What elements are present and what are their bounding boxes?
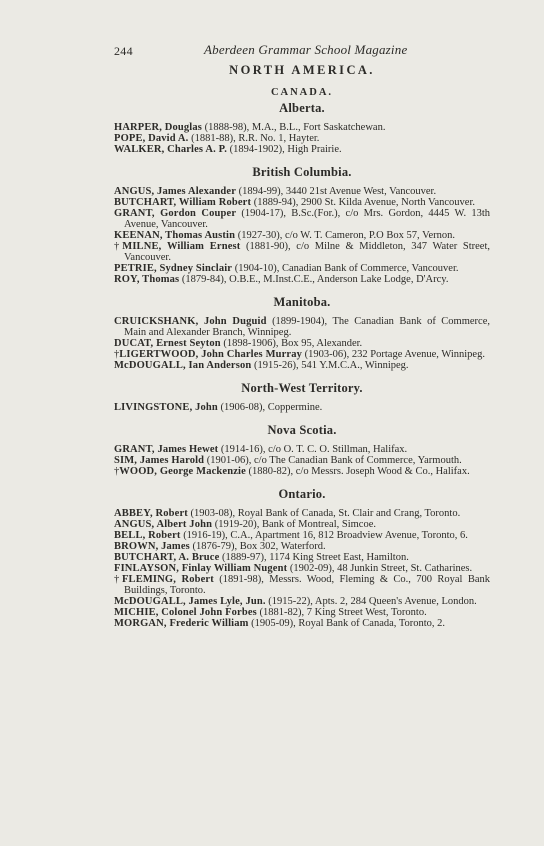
entry-name: ROY, Thomas: [114, 274, 180, 285]
entry-details: (1904-17), B.Sc.(For.), c/o Mrs. Gordon, 4445 W. 13th Avenue, Vancouver.: [124, 208, 490, 230]
entry-name: SIM, James Harold: [114, 455, 205, 466]
directory-entry: [114, 596, 490, 607]
directory-entry: [114, 186, 490, 197]
entry-list: [114, 508, 490, 629]
entry-name: WALKER, Charles A. P.: [114, 144, 228, 155]
entry-details: (1903-08), Royal Bank of Canada, St. Clair and Crang, Toronto.: [187, 508, 461, 519]
region-heading: British Columbia.: [252, 165, 352, 179]
entry-details: (1891-98), Messrs. Wood, Fleming & Co., 700 Royal Bank Buildings, Toronto.: [124, 574, 490, 596]
entry-details: (1879-84), O.B.E., M.Inst.C.E., Anderson Lake Lodge, D'Arcy.: [179, 274, 449, 285]
region-heading: Alberta.: [279, 101, 325, 115]
entry-list: [114, 444, 490, 477]
directory-entry: [114, 563, 490, 574]
entry-name: McDOUGALL, James Lyle, Jun.: [114, 596, 266, 607]
deceased-dagger-mark: †: [114, 349, 120, 360]
entry-details: (1906-08), Coppermine.: [217, 402, 323, 413]
directory-entry: [114, 197, 490, 208]
entry-name: DUCAT, Ernest Seyton: [114, 338, 221, 349]
entry-details: (1881-90), c/o Milne & Middleton, 347 Water Street, Vancouver.: [124, 241, 491, 263]
directory-entry: [114, 466, 490, 477]
region-heading: Nova Scotia.: [267, 423, 337, 437]
directory-entry: [114, 552, 490, 563]
entry-details: (1903-06), 232 Portage Avenue, Winnipeg.: [302, 349, 485, 360]
entry-list: [114, 122, 490, 155]
entry-name: MICHIE, Colonel John Forbes: [114, 607, 257, 618]
entry-name: MILNE, William Ernest: [122, 241, 241, 252]
directory-sections: [114, 101, 490, 629]
entry-name: LIGERTWOOD, John Charles Murray: [119, 349, 303, 360]
entry-details: (1889-94), 2900 St. Kilda Avenue, North Vancouver.: [251, 197, 475, 208]
directory-entry: [114, 607, 490, 618]
directory-entry: [114, 508, 490, 519]
entry-details: (1888-98), M.A., B.L., Fort Saskatchewan.: [202, 122, 386, 133]
entry-name: POPE, David A.: [114, 133, 189, 144]
entry-name: BUTCHART, A. Bruce: [114, 552, 220, 563]
entry-details: (1914-16), c/o O. T. C. O. Stillman, Halifax.: [218, 444, 408, 455]
entry-details: (1898-1906), Box 95, Alexander.: [220, 338, 363, 349]
directory-entry: [114, 618, 490, 629]
entry-name: BROWN, James: [114, 541, 190, 552]
entry-details: (1876-79), Box 302, Waterford.: [189, 541, 326, 552]
region-heading: North-West Territory.: [241, 381, 363, 395]
region-heading: Manitoba.: [273, 295, 331, 309]
entry-list: [114, 402, 490, 413]
country-heading: CANADA.: [270, 87, 334, 98]
entry-details: (1881-88), R.R. No. 1, Hayter.: [188, 133, 320, 144]
entry-details: (1904-10), Canadian Bank of Commerce, Vancouver.: [232, 263, 459, 274]
entry-details: (1905-09), Royal Bank of Canada, Toronto, 2.: [248, 618, 446, 629]
directory-entry: [114, 263, 490, 274]
entry-name: ANGUS, Albert John: [114, 519, 213, 530]
entry-name: BUTCHART, William Robert: [114, 197, 252, 208]
directory-entry: [114, 402, 490, 413]
entry-name: GRANT, James Hewet: [114, 444, 219, 455]
entry-details: (1889-97), 1174 King Street East, Hamilton.: [219, 552, 409, 563]
entry-name: FINLAYSON, Finlay William Nugent: [114, 563, 288, 574]
region-heading: Ontario.: [278, 487, 326, 501]
directory-entry: [114, 133, 490, 144]
directory-entry: [114, 338, 490, 349]
directory-entry: [114, 530, 490, 541]
entry-details: (1880-82), c/o Messrs. Joseph Wood & Co., Halifax.: [245, 466, 470, 477]
journal-title: Aberdeen Grammar School Magazine: [204, 42, 408, 57]
directory-entry: [114, 360, 490, 371]
directory-entry: [114, 455, 490, 466]
entry-details: (1902-09), 48 Junkin Street, St. Catharines.: [287, 563, 473, 574]
directory-entry: [114, 230, 490, 241]
entry-details: (1915-22), Apts. 2, 284 Queen's Avenue, London.: [265, 596, 477, 607]
directory-entry: [114, 316, 490, 338]
entry-name: KEENAN, Thomas Austin: [114, 230, 236, 241]
entry-name: CRUICKSHANK, John Duguid: [114, 316, 267, 327]
directory-entry: [114, 349, 490, 360]
page-number: 244: [114, 44, 133, 58]
directory-entry: [114, 208, 490, 230]
entry-name: ANGUS, James Alexander: [114, 186, 237, 197]
directory-entry: [114, 241, 490, 263]
directory-entry: [114, 274, 490, 285]
entry-name: HARPER, Douglas: [114, 122, 203, 133]
directory-entry: [114, 574, 490, 596]
entry-name: LIVINGSTONE, John: [114, 402, 218, 413]
deceased-dagger-mark: †: [114, 466, 120, 477]
entry-details: (1927-30), c/o W. T. Cameron, P.O Box 57, Vernon.: [235, 230, 456, 241]
entry-list: [114, 316, 490, 371]
entry-name: BELL, Robert: [114, 530, 181, 541]
entry-details: (1901-06), c/o The Canadian Bank of Commerce, Yarmouth.: [204, 455, 462, 466]
deceased-dagger-mark: †: [114, 241, 123, 252]
entry-details: (1919-20), Bank of Montreal, Simcoe.: [212, 519, 376, 530]
entry-details: (1894-1902), High Prairie.: [227, 144, 342, 155]
entry-name: McDOUGALL, Ian Anderson: [114, 360, 252, 371]
directory-entry: [114, 444, 490, 455]
directory-entry: [114, 519, 490, 530]
entry-details: (1881-82), 7 King Street West, Toronto.: [256, 607, 427, 618]
directory-entry: [114, 122, 490, 133]
directory-entry: [114, 541, 490, 552]
deceased-dagger-mark: †: [114, 574, 122, 585]
entry-name: WOOD, George Mackenzie: [119, 466, 246, 477]
entry-details: (1916-19), C.A., Apartment 16, 812 Broadview Avenue, Toronto, 6.: [180, 530, 468, 541]
entry-list: [114, 186, 490, 285]
entry-name: GRANT, Gordon Couper: [114, 208, 237, 219]
entry-name: MORGAN, Frederic William: [114, 618, 249, 629]
entry-details: (1894-99), 3440 21st Avenue West, Vancouver.: [236, 186, 437, 197]
entry-details: (1899-1904), The Canadian Bank of Commerce, Main and Alexander Branch, Winnipeg.: [124, 316, 490, 338]
entry-name: PETRIE, Sydney Sinclair: [114, 263, 233, 274]
entry-details: (1915-26), 541 Y.M.C.A., Winnipeg.: [251, 360, 409, 371]
continent-heading: NORTH AMERICA.: [229, 63, 375, 77]
running-head: [114, 40, 490, 58]
entry-name: ABBEY, Robert: [114, 508, 188, 519]
directory-entry: [114, 144, 490, 155]
entry-name: FLEMING, Robert: [121, 574, 214, 585]
